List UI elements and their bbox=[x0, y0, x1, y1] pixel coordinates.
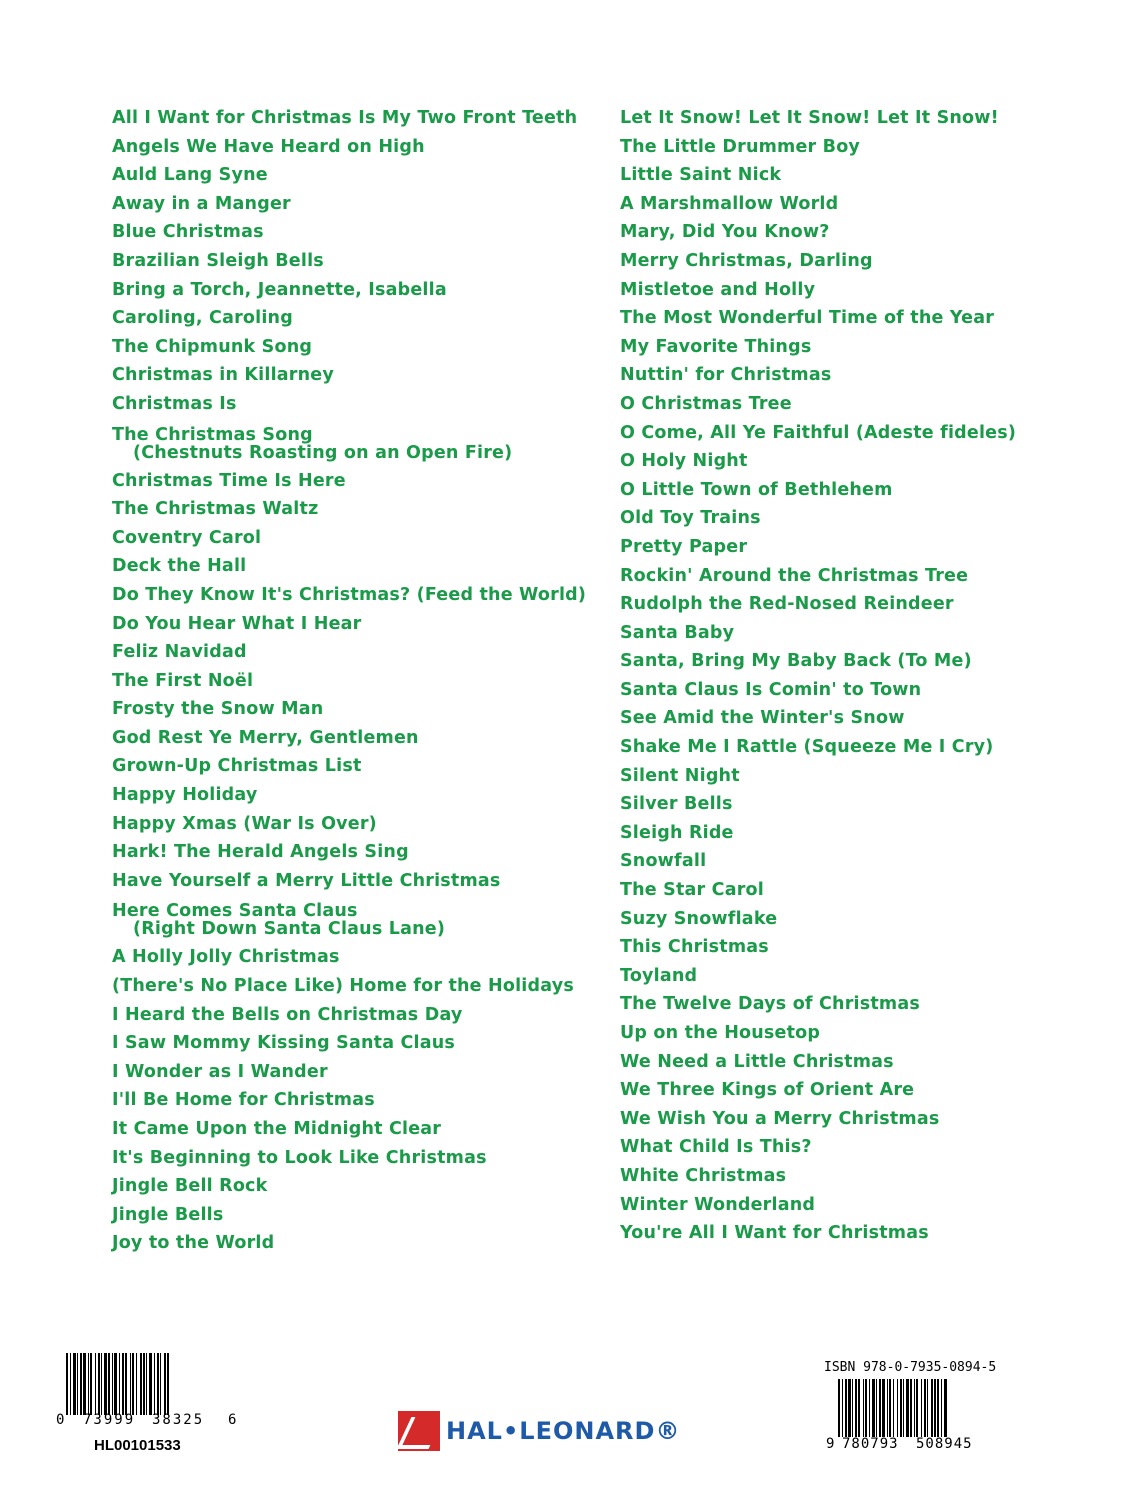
isbn-bars bbox=[838, 1379, 948, 1437]
song-title: The Christmas Song bbox=[112, 424, 313, 445]
song-title: Grown-Up Christmas List bbox=[112, 756, 362, 777]
song-title: The Chipmunk Song bbox=[112, 336, 313, 357]
song-title: White Christmas bbox=[620, 1165, 787, 1186]
song-title: Winter Wonderland bbox=[620, 1194, 816, 1215]
song-title: Nuttin' for Christmas bbox=[620, 365, 832, 386]
isbn-label: ISBN 978-0-7935-0894-5 bbox=[824, 1360, 997, 1375]
song-title: (Right Down Santa Claus Lane) bbox=[133, 919, 446, 940]
upc-last-digit: 6 bbox=[228, 1412, 237, 1428]
song-title: I'll Be Home for Christmas bbox=[112, 1090, 375, 1111]
song-title: Santa Claus Is Comin' to Town bbox=[620, 679, 922, 700]
isbn-barcode bbox=[838, 1379, 948, 1437]
song-title: It Came Upon the Midnight Clear bbox=[112, 1119, 442, 1139]
song-title: The Most Wonderful Time of the Year bbox=[620, 308, 995, 329]
song-title: Do They Know It's Christmas? (Feed the World) bbox=[112, 584, 587, 605]
isbn-left-digits: 780793 bbox=[842, 1436, 899, 1452]
song-title: O Christmas Tree bbox=[620, 393, 792, 414]
song-title: Pretty Paper bbox=[620, 536, 748, 557]
barcode-bar bbox=[947, 1379, 948, 1437]
song-title: Sleigh Ride bbox=[620, 822, 734, 843]
song-title: Shake Me I Rattle (Squeeze Me I Cry) bbox=[620, 737, 994, 758]
song-title: Angels We Have Heard on High bbox=[112, 136, 425, 157]
song-title: We Wish You a Merry Christmas bbox=[620, 1108, 940, 1129]
product-code: HL00101533 bbox=[94, 1437, 181, 1454]
song-title: It's Beginning to Look Like Christmas bbox=[112, 1147, 487, 1168]
song-title: We Need a Little Christmas bbox=[620, 1051, 894, 1072]
song-title: Jingle Bell Rock bbox=[112, 1176, 268, 1197]
song-title: O Little Town of Bethlehem bbox=[620, 479, 893, 500]
song-title: The Little Drummer Boy bbox=[620, 136, 861, 157]
song-title: This Christmas bbox=[620, 937, 769, 958]
song-list-left bbox=[112, 104, 586, 1258]
song-title: I Saw Mommy Kissing Santa Claus bbox=[112, 1033, 456, 1054]
song-title: God Rest Ye Merry, Gentlemen bbox=[112, 727, 419, 748]
hal-leonard-mark-icon bbox=[398, 1411, 440, 1451]
song-title: Away in a Manger bbox=[112, 193, 291, 214]
song-title: Feliz Navidad bbox=[112, 642, 247, 663]
song-title: O Come, All Ye Faithful (Adeste fideles) bbox=[620, 422, 1017, 443]
song-title: Blue Christmas bbox=[112, 222, 264, 243]
song-title: Brazilian Sleigh Bells bbox=[112, 250, 324, 271]
upc-right-digits: 38325 bbox=[152, 1412, 205, 1428]
song-title: Toyland bbox=[620, 965, 698, 986]
song-title: Bring a Torch, Jeannette, Isabella bbox=[112, 279, 447, 300]
song-title: Deck the Hall bbox=[112, 556, 247, 577]
song-title: Rudolph the Red-Nosed Reindeer bbox=[620, 594, 954, 615]
song-title: Rockin' Around the Christmas Tree bbox=[620, 565, 969, 586]
upc-bars bbox=[66, 1353, 171, 1415]
song-title: We Three Kings of Orient Are bbox=[620, 1080, 915, 1101]
song-title: Old Toy Trains bbox=[620, 508, 761, 529]
song-title: Coventry Carol bbox=[112, 527, 262, 548]
song-title: Merry Christmas, Darling bbox=[620, 250, 873, 271]
song-title: Mistletoe and Holly bbox=[620, 279, 816, 300]
isbn-first-digit: 9 bbox=[826, 1436, 835, 1452]
hal-leonard-logo bbox=[398, 1411, 680, 1451]
song-title: I Wonder as I Wander bbox=[112, 1061, 328, 1082]
song-title: Happy Xmas (War Is Over) bbox=[112, 813, 377, 834]
song-list-right bbox=[620, 104, 1016, 1248]
song-title: All I Want for Christmas Is My Two Front Teeth bbox=[112, 108, 578, 128]
song-title: I Heard the Bells on Christmas Day bbox=[112, 1004, 463, 1025]
song-title: Snowfall bbox=[620, 851, 707, 872]
song-title: Have Yourself a Merry Little Christmas bbox=[112, 870, 501, 891]
hal-leonard-wordmark: HAL•LEONARD® bbox=[446, 1417, 681, 1445]
song-title: (Chestnuts Roasting on an Open Fire) bbox=[133, 442, 513, 463]
song-title: Santa, Bring My Baby Back (To Me) bbox=[620, 651, 972, 672]
song-title: Happy Holiday bbox=[112, 785, 258, 806]
song-title: See Amid the Winter's Snow bbox=[620, 708, 905, 729]
barcode-bar bbox=[169, 1353, 171, 1415]
isbn-right-digits: 508945 bbox=[916, 1436, 973, 1452]
upc-left-digits: 73999 bbox=[83, 1412, 136, 1428]
song-title: The Christmas Waltz bbox=[112, 499, 319, 520]
song-title: The Twelve Days of Christmas bbox=[620, 994, 920, 1015]
song-title: Mary, Did You Know? bbox=[620, 222, 830, 243]
song-title: A Holly Jolly Christmas bbox=[112, 947, 340, 968]
upc-barcode bbox=[66, 1353, 171, 1415]
song-title: Silent Night bbox=[620, 765, 740, 786]
song-title: O Holy Night bbox=[620, 451, 748, 472]
song-title: A Marshmallow World bbox=[620, 193, 839, 214]
song-title: Santa Baby bbox=[620, 622, 735, 643]
song-title: The First Noël bbox=[112, 670, 254, 691]
song-title: Joy to the World bbox=[112, 1233, 275, 1254]
song-title: Do You Hear What I Hear bbox=[112, 613, 362, 634]
upc-first-digit: 0 bbox=[56, 1412, 65, 1428]
song-title: Frosty the Snow Man bbox=[112, 699, 324, 720]
song-title: Christmas Is bbox=[112, 393, 237, 414]
song-title: Christmas in Killarney bbox=[112, 365, 334, 386]
song-title: Suzy Snowflake bbox=[620, 908, 778, 929]
song-title: My Favorite Things bbox=[620, 336, 812, 357]
song-title: The Star Carol bbox=[620, 880, 764, 901]
song-title: You're All I Want for Christmas bbox=[620, 1223, 929, 1244]
song-title: Little Saint Nick bbox=[620, 165, 782, 186]
song-title: Jingle Bells bbox=[112, 1204, 224, 1225]
song-title: Christmas Time Is Here bbox=[112, 470, 346, 491]
song-title: Here Comes Santa Claus bbox=[112, 901, 358, 922]
song-title: Hark! The Herald Angels Sing bbox=[112, 842, 409, 863]
song-title: Let It Snow! Let It Snow! Let It Snow! bbox=[620, 108, 999, 128]
song-title: Silver Bells bbox=[620, 794, 733, 815]
song-title: What Child Is This? bbox=[620, 1137, 812, 1158]
song-title: Auld Lang Syne bbox=[112, 165, 268, 186]
song-title: Caroling, Caroling bbox=[112, 308, 293, 329]
song-title: Up on the Housetop bbox=[620, 1023, 821, 1043]
song-title: (There's No Place Like) Home for the Holidays bbox=[112, 976, 574, 997]
